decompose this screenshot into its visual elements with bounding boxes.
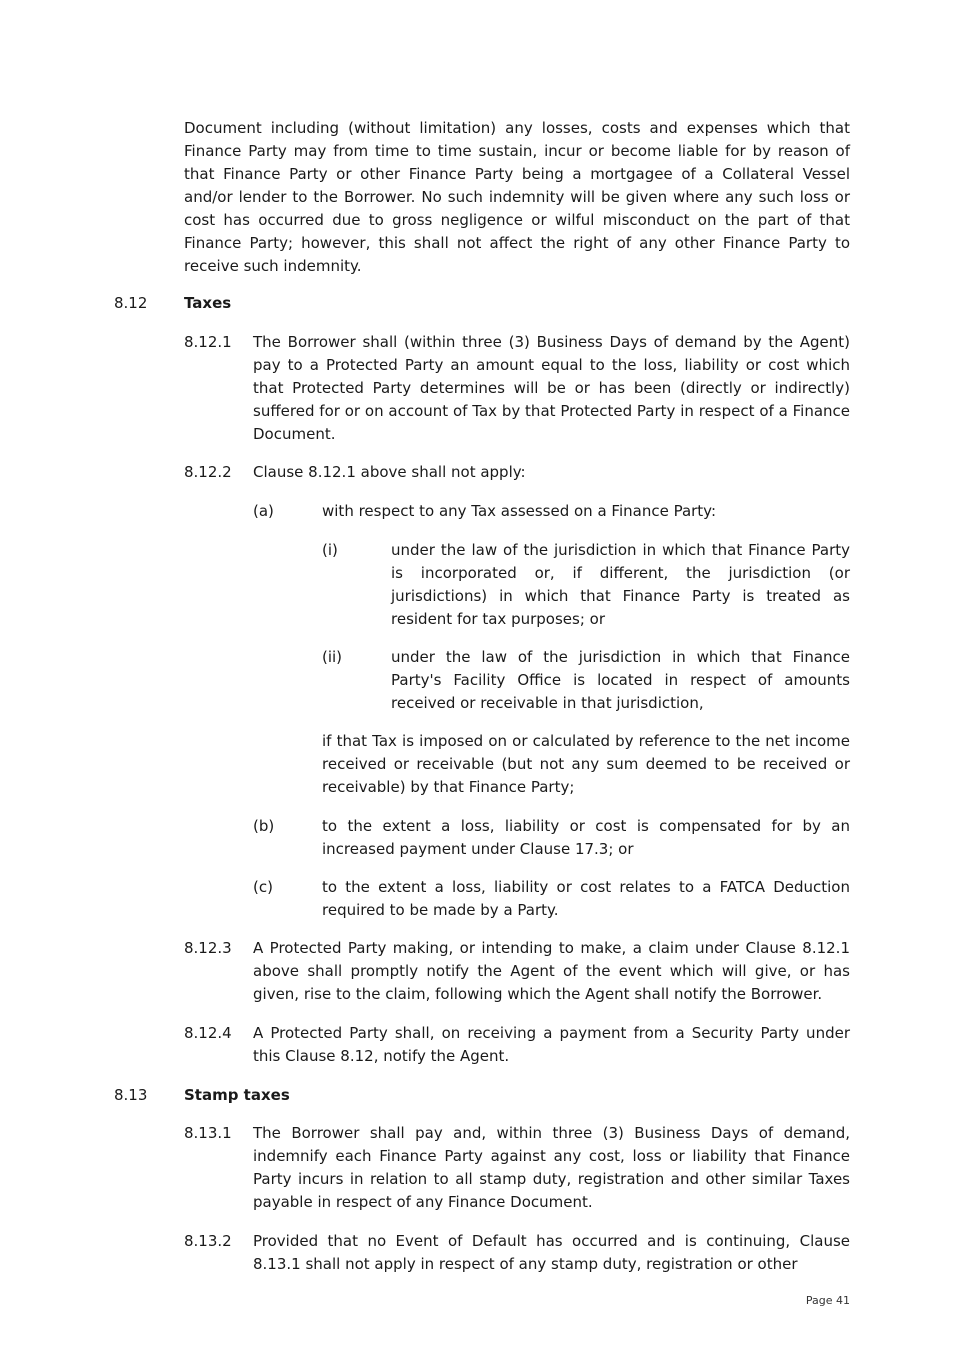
paragraph-text: with respect to any Tax assessed on a Finance Party: bbox=[322, 502, 717, 520]
clause-number: 8.12.3 bbox=[184, 939, 232, 957]
paragraph-text: to the extent a loss, liability or cost relates to a FATCA Deduction required to be made by a Party. bbox=[322, 878, 850, 919]
clause-number: 8.12.2 bbox=[184, 463, 232, 481]
clause-text: Provided that no Event of Default has occurred and is continuing, Clause 8.13.1 shall not apply in respect of any stamp duty, registration or other bbox=[253, 1232, 850, 1273]
intro-paragraph: Document including (without limitation) any losses, costs and expenses which that Finance Party may from time to time sustain, incur or become liable for by reason of that Finance Party or other Finance Party being a mortgagee of a Collateral Vessel and/or lender to the Borrower. No such indemnity will be given where any such loss or cost has occurred due to gross negligence or wilful misconduct on the part of that Finance Party; however, this shall not affect the right of any other Finance Party to receive such indemnity. bbox=[184, 119, 850, 275]
clause-number: 8.13.1 bbox=[184, 1124, 232, 1142]
subparagraph-text: under the law of the jurisdiction in which that Finance Party is incorporated or, if different, the jurisdiction (or jurisdictions) in which that Finance Party is treated as resident for tax purposes; or bbox=[391, 541, 850, 628]
clause-text: A Protected Party shall, on receiving a payment from a Security Party under this Clause 8.12, notify the Agent. bbox=[253, 1024, 850, 1065]
section-number: 8.12 bbox=[114, 294, 148, 312]
section-heading: Taxes bbox=[184, 294, 232, 312]
clause-text: The Borrower shall pay and, within three (3) Business Days of demand, indemnify each Finance Party against any cost, loss or liability that Finance Party incurs in relation to all stamp duty, registration and other similar Taxes payable in respect of any Finance Document. bbox=[253, 1124, 850, 1211]
section-number: 8.13 bbox=[114, 1086, 148, 1104]
subparagraph-label: (i) bbox=[322, 541, 338, 559]
paragraph-continuation: if that Tax is imposed on or calculated by reference to the net income received or receivable (but not any sum deemed to be received or receivable) by that Finance Party; bbox=[322, 732, 850, 796]
clause-text: Clause 8.12.1 above shall not apply: bbox=[253, 463, 526, 481]
clause-number: 8.13.2 bbox=[184, 1232, 232, 1250]
paragraph-text: to the extent a loss, liability or cost is compensated for by an increased payment under Clause 17.3; or bbox=[322, 817, 850, 858]
paragraph-label: (a) bbox=[253, 502, 274, 520]
page-number: Page 41 bbox=[805, 1294, 850, 1307]
section-heading: Stamp taxes bbox=[184, 1086, 290, 1104]
paragraph-label: (b) bbox=[253, 817, 275, 835]
clause-number: 8.12.1 bbox=[184, 333, 232, 351]
subparagraph-label: (ii) bbox=[322, 648, 343, 666]
clause-text: A Protected Party making, or intending to make, a claim under Clause 8.12.1 above shall promptly notify the Agent of the event which will give, or has given, rise to the claim, following which the Agent shall notify the Borrower. bbox=[253, 939, 850, 1003]
subparagraph-text: under the law of the jurisdiction in which that Finance Party's Facility Office is located in respect of amounts received or receivable in that jurisdiction, bbox=[391, 648, 850, 712]
clause-text: The Borrower shall (within three (3) Business Days of demand by the Agent) pay to a Protected Party an amount equal to the loss, liability or cost which that Protected Party determines will be or has been (directly or indirectly) suffered for or on account of Tax by that Protected Party in respect of a Finance Document. bbox=[253, 333, 850, 443]
paragraph-label: (c) bbox=[253, 878, 273, 896]
clause-number: 8.12.4 bbox=[184, 1024, 232, 1042]
